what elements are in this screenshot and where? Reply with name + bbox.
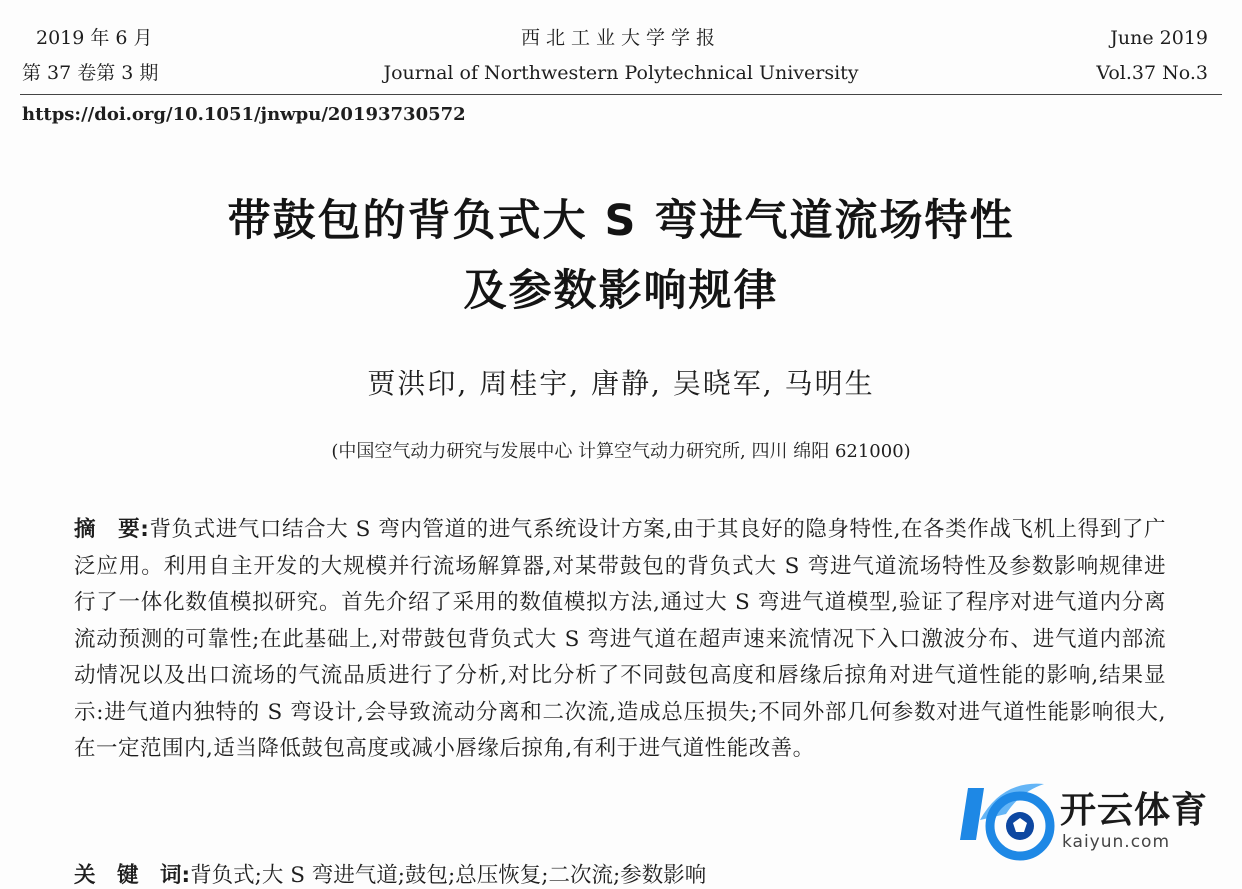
issue-date-cn: 2019 年 6 月 xyxy=(36,27,153,49)
abstract xyxy=(74,512,1166,768)
affiliation: (中国空气动力研究与发展中心 计算空气动力研究所, 四川 绵阳 621000) xyxy=(331,441,911,462)
journal-name-en: Journal of Northwestern Polytechnical University xyxy=(383,62,859,84)
keywords-text: 背负式;大 S 弯进气道;鼓包;总压恢复;二次流;参数影响 xyxy=(190,863,707,888)
watermark-brand-cn: 开云体育 xyxy=(1060,790,1209,831)
abstract-label: 摘 要: xyxy=(74,517,150,542)
volume-issue-en: Vol.37 No.3 xyxy=(1096,62,1208,84)
volume-issue-cn: 第 37 卷第 3 期 xyxy=(22,62,159,84)
title-line-1: 带鼓包的背负式大 S 弯进气道流场特性 xyxy=(227,196,1015,246)
abstract-text: 背负式进气口结合大 S 弯内管道的进气系统设计方案,由于其良好的隐身特性,在各类作战飞机上得到了广泛应用。利用自主开发的大规模并行流场解算器,对某带鼓包的背负式大 S 弯进气道流场特性及参数影响规律进行了一体化数值模拟研究。首先介绍了采用的数值模拟方法,通过大 S 弯进气道模型,验证了程序对进气道内分离流动预测的可靠性;在此基础上,对带鼓包背负式大 S 弯进气道在超声速来流情况下入口激波分布、进气道内部流动情况以及出口流场的气流品质进行了分析,对比分析了不同鼓包高度和唇缘后掠角对进气道性能的影响,结果显示:进气道内独特的 S 弯设计,会导致流动分离和二次流,造成总压损失;不同外部几何参数对进气道性能影响很大,在一定范围内,适当降低鼓包高度或减小唇缘后掠角,有利于进气道性能改善。 xyxy=(74,517,1166,761)
keywords xyxy=(74,858,706,889)
author-list: 贾洪印, 周桂宇, 唐静, 吴晓军, 马明生 xyxy=(367,367,875,400)
doi-link[interactable]: https://doi.org/10.1051/jnwpu/20193730572 xyxy=(22,104,466,125)
issue-date-en: June 2019 xyxy=(1110,27,1208,49)
watermark-brand-en: kaiyun.com xyxy=(1062,832,1171,852)
paper-title xyxy=(0,186,1242,326)
title-line-2: 及参数影响规律 xyxy=(463,266,779,316)
journal-name-cn: 西北工业大学学报 xyxy=(520,27,721,49)
keywords-label: 关 键 词: xyxy=(74,863,191,888)
kaiyun-logo-icon xyxy=(950,770,1060,875)
header-divider xyxy=(20,94,1222,95)
watermark-logo xyxy=(950,770,1230,875)
